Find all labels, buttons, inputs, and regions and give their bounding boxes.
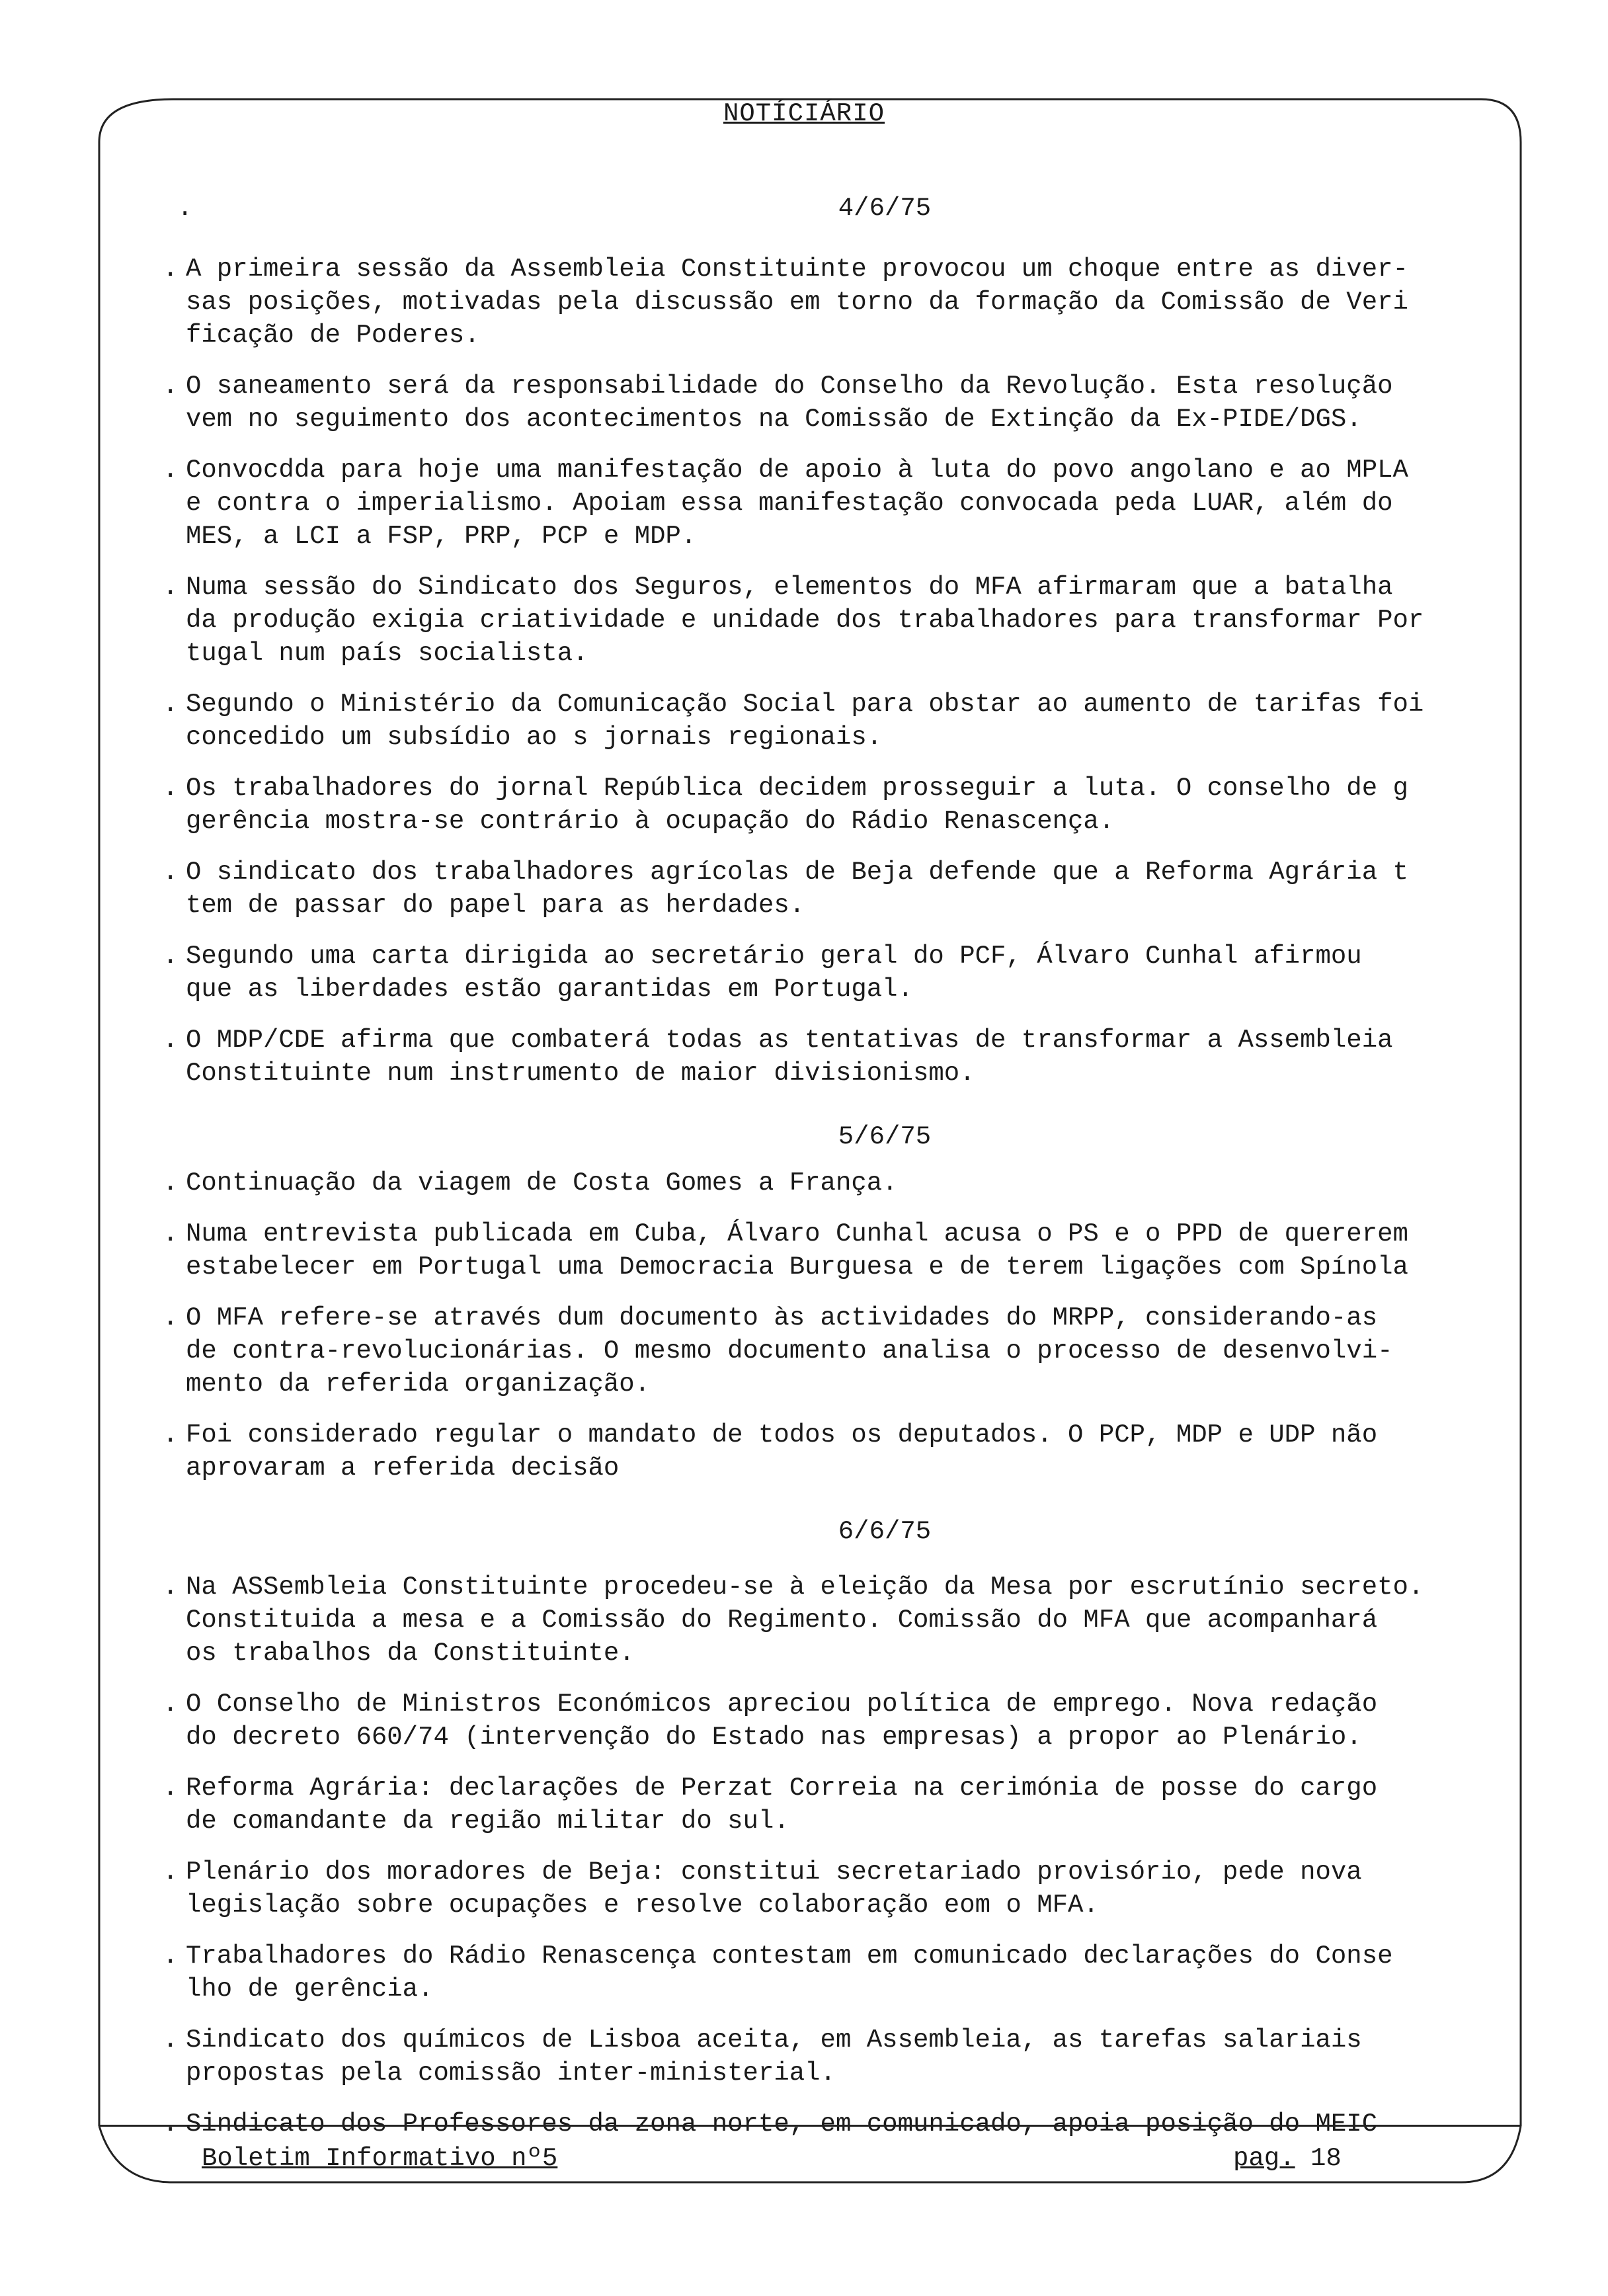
news-item [151,1217,1513,1284]
news-item [151,1688,1513,1754]
news-item [151,1772,1513,1838]
news-item-text: O saneamento será da responsabilidade do Conselho da Revolução. Esta resolução vem no seguimento dos acontecimentos na Comissão de Extinção da Ex-PIDE/DGS. [186,372,1393,434]
bullet-dot: . [163,2026,179,2055]
news-item [151,253,1513,352]
footer-divider [99,2125,1521,2127]
news-item [151,1301,1513,1401]
news-item-text: A primeira sessão da Assembleia Constituinte provocou um choque entre as diver- sas posições, motivadas pela discussão em torno da formação da Comissão de Veri ficação de Poderes. [186,255,1408,350]
news-item [151,571,1513,670]
news-item-text: Convocdda para hoje uma manifestação de apoio à luta do povo angolano e ao MPLA e contra o imperialismo. Apoiam essa manifestação convocada peda LUAR, além do MES, a LCI a FSP, PRP, PCP e MDP. [186,456,1408,551]
bullet-dot: . [163,774,179,803]
footer-bulletin-title: Boletim Informativo nº5 [202,2144,558,2173]
bullet-dot: . [163,1858,179,1887]
news-item [151,2024,1513,2090]
date-heading [151,192,1513,225]
bullet-dot: . [163,858,179,887]
bullet-dot: . [163,372,179,401]
news-item-text: Numa entrevista publicada em Cuba, Álvaro Cunhal acusa o PS e o PPD de quererem estabelecer em Portugal uma Democracia Burguesa e de terem ligações com Spínola [186,1219,1408,1282]
news-item [151,1571,1513,1670]
news-item-text: Trabalhadores do Rádio Renascença contestam em comunicado declarações do Conse lho de gerência. [186,1942,1393,2004]
date-heading [151,1515,1513,1548]
bullet-dot: . [163,1303,179,1332]
bullet-dot: . [163,1573,179,1602]
news-item [151,370,1513,436]
news-item-text: O MFA refere-se através dum documento às actividades do MRPP, considerando-as de contra-revolucionárias. O mesmo documento analisa o processo de desenvolvi- mento da referida organização. [186,1303,1393,1399]
news-item-text: O MDP/CDE afirma que combaterá todas as tentativas de transformar a Assembleia Constituinte num instrumento de maior divisionismo. [186,1026,1393,1088]
news-item-text: O Conselho de Ministros Económicos apreciou política de emprego. Nova redação do decreto 660/74 (intervenção do Estado nas empresas) a propor ao Plenário. [186,1690,1378,1752]
bullet-dot: . [163,1774,179,1803]
bullet-dot: . [163,573,179,602]
news-content [151,179,1513,2141]
news-item [151,454,1513,553]
date-text: 5/6/75 [838,1122,932,1151]
news-item-text: Segundo o Ministério da Comunicação Social para obstar ao aumento de tarifas foi concedido um subsídio ao s jornais regionais. [186,690,1424,752]
bullet-dot: . [163,1942,179,1971]
news-item-text: O sindicato dos trabalhadores agrícolas de Beja defende que a Reforma Agrária t tem de passar do papel para as herdades. [186,858,1408,920]
news-item [151,688,1513,754]
bullet-dot: . [163,1168,179,1198]
news-item-text: Segundo uma carta dirigida ao secretário geral do PCF, Álvaro Cunhal afirmou que as liberdades estão garantidas em Portugal. [186,942,1362,1004]
news-item [151,772,1513,838]
news-item [151,940,1513,1006]
news-item [151,856,1513,922]
news-item [151,1856,1513,1922]
bullet-dot: . [163,1219,179,1249]
news-item-text: Sindicato dos químicos de Lisboa aceita, em Assembleia, as tarefas salariais propostas pela comissão inter-ministerial. [186,2026,1362,2088]
page-title: NOTÍCIÁRIO [723,99,885,128]
bullet-dot: . [163,1026,179,1055]
news-item-text: Os trabalhadores do jornal República decidem prosseguir a luta. O conselho de g gerência mostra-se contrário à ocupação do Rádio Renascença. [186,774,1408,836]
news-item-text: Continuação da viagem de Costa Gomes a França. [186,1168,898,1198]
news-item [151,1167,1513,1200]
bullet-dot: . [163,2110,179,2139]
bullet-dot: . [163,1420,179,1450]
bullet-dot: . [163,255,179,284]
news-item-text: Reforma Agrária: declarações de Perzat Correia na cerimónia de posse do cargo de comandante da região militar do sul. [186,1774,1378,1836]
news-item-text: Plenário dos moradores de Beja: constitui secretariado provisório, pede nova legislação sobre ocupações e resolve colaboração eom o MFA. [186,1858,1362,1920]
footer-page-number [1233,2144,1342,2173]
date-text: 4/6/75 [838,194,932,223]
bullet-dot: . [163,690,179,719]
bullet-dot: . [163,942,179,971]
bullet-dot: . [163,1690,179,1719]
date-text: 6/6/75 [838,1517,932,1546]
news-item [151,1940,1513,2006]
news-item-text: Foi considerado regular o mandato de todos os deputados. O PCP, MDP e UDP não aprovaram a referida decisão [186,1420,1378,1483]
date-heading [151,1120,1513,1153]
bullet-dot: . [177,194,193,223]
bullet-dot: . [163,456,179,485]
news-item [151,1418,1513,1485]
news-item [151,1024,1513,1090]
page-label: pag. [1233,2144,1295,2173]
news-item-text: Numa sessão do Sindicato dos Seguros, elementos do MFA afirmaram que a batalha da produção exigia criatividade e unidade dos trabalhadores para transformar Por tugal num país socialista. [186,573,1424,668]
page-number-value: 18 [1310,2144,1342,2173]
news-item-text: Na ASSembleia Constituinte procedeu-se à eleição da Mesa por escrutínio secreto. Constituida a mesa e a Comissão do Regimento. Comissão do MFA que acompanhará os trabalhos da Constituinte. [186,1573,1424,1668]
news-item [151,2108,1513,2141]
news-item-text: Sindicato dos Professores da zona norte, em comunicado, apoia posição do MEIC [186,2110,1378,2139]
